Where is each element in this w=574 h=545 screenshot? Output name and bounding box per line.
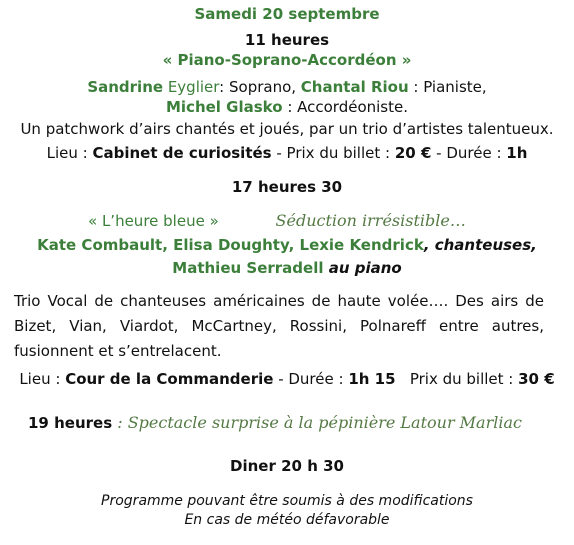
event2-time: 17 heures 30: [231, 178, 343, 196]
artist1-first: Sandrine: [87, 78, 164, 96]
artist2-name: Chantal Riou: [300, 78, 409, 96]
event2-description: Trio Vocal de chanteuses américaines de haute volée…. Des airs de Bizet, Vian, Viardot, McCartney, Rossini, Polnareff entre autres, fusionnent et s’entrelacent.: [14, 292, 544, 360]
event2-singers-line: [0, 236, 574, 254]
event2-pianist: Mathieu Serradell: [172, 259, 324, 277]
dinner-time: Diner 20 h 30: [230, 457, 344, 475]
event2-lieu: Cour de la Commanderie: [65, 370, 274, 388]
event2-duree-label: - Durée :: [273, 370, 349, 388]
event1-duree-label: - Durée :: [431, 144, 507, 162]
event1-prix: 20 €: [394, 144, 432, 162]
event1-date: Samedi 20 septembre: [194, 5, 380, 23]
event2-title: « L’heure bleue »: [88, 212, 219, 230]
event1-artist3-line: [0, 98, 574, 116]
event2-lieu-label: Lieu :: [19, 370, 66, 388]
artist1-last: Eyglier: [163, 78, 220, 96]
artist1-role: : Soprano,: [219, 78, 301, 96]
event2-pianist-role: au piano: [323, 259, 402, 277]
event1-description: Un patchwork d’airs chantés et joués, par un trio d’artistes talentueux.: [20, 120, 554, 138]
event2-info-line: [0, 370, 574, 388]
event1-lieu: Cabinet de curiosités: [92, 144, 272, 162]
artist2-role: : Pianiste,: [408, 78, 487, 96]
event1-duree: 1h: [506, 144, 528, 162]
artist3-role: : Accordéoniste.: [282, 98, 409, 116]
event2-singers: Kate Combault, Elisa Doughty, Lexie Kendrick: [37, 236, 424, 254]
event1-title: « Piano-Soprano-Accordéon »: [162, 51, 412, 69]
event2-prix-label: Prix du billet :: [395, 370, 519, 388]
event1-time: 11 heures: [244, 31, 330, 49]
footer-line-1: Programme pouvant être soumis à des modifications: [101, 493, 473, 509]
event2-duree: 1h 15: [348, 370, 396, 388]
event1-lieu-label: Lieu :: [46, 144, 93, 162]
event3-time: 19 heures: [28, 414, 113, 432]
event2-title-line: [88, 212, 466, 230]
event2-singers-role: , chanteuses,: [423, 236, 537, 254]
event2-prix: 30 €: [518, 370, 555, 388]
event1-prix-label: - Prix du billet :: [271, 144, 395, 162]
event1-info-line: [0, 144, 574, 162]
artist3-name: Michel Glasko: [165, 98, 283, 116]
event3-title: : Spectacle surprise à la pépinière Latour Marliac: [112, 413, 522, 432]
event3-line: [28, 414, 522, 432]
event2-pianist-line: [0, 259, 574, 277]
event1-artists-line: [0, 78, 574, 96]
footer-line-2: En cas de météo défavorable: [184, 512, 390, 528]
event2-tagline: Séduction irrésistible…: [275, 211, 466, 230]
